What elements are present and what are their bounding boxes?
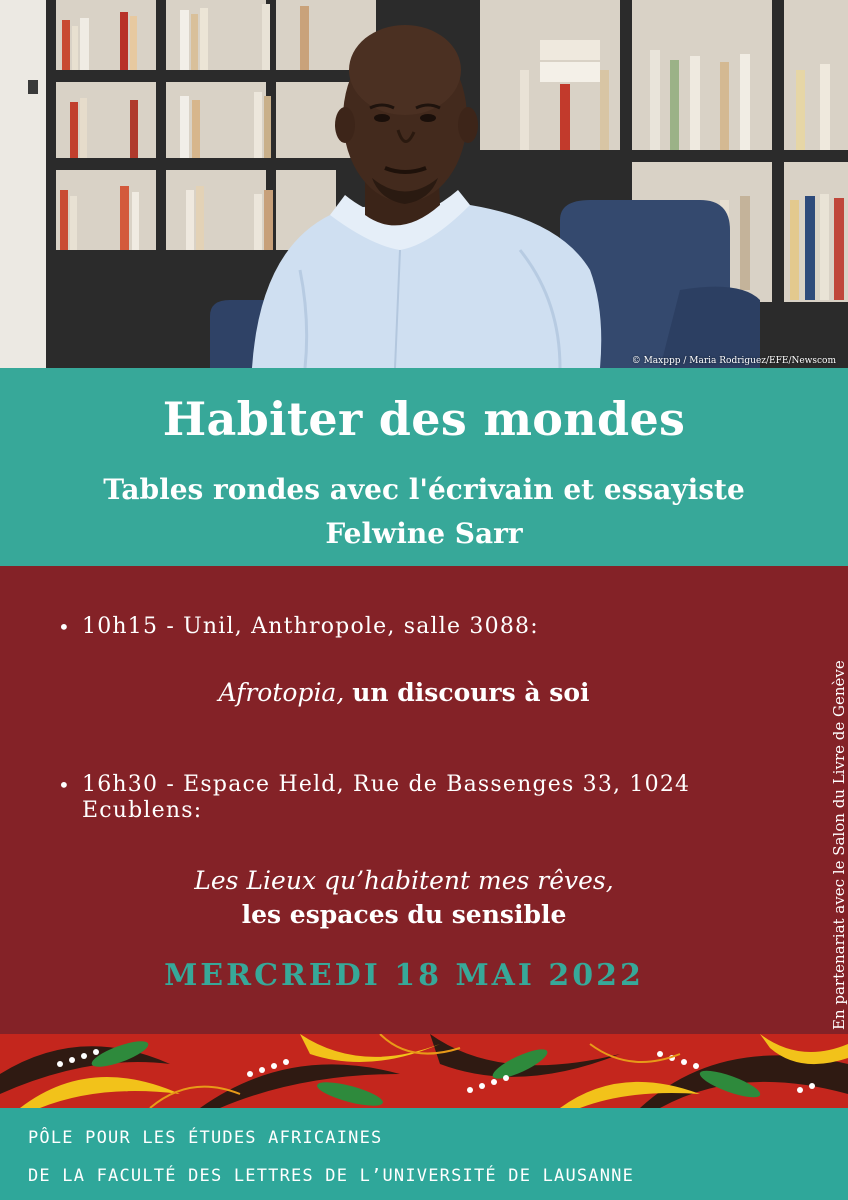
organizer-line-1: PÔLE POUR LES ÉTUDES AFRICAINES: [28, 1128, 383, 1148]
photo-credit: © Maxppp / Maria Rodriguez/EFE/Newscom: [631, 356, 836, 366]
session-1-talk: [0, 676, 808, 710]
organizer-line-2: DE LA FACULTÉ DES LETTRES DE L’UNIVERSITÉ DE LAUSANNE: [28, 1166, 635, 1186]
event-subtitle: [0, 468, 848, 556]
event-date: MERCREDI 18 MAI 2022: [164, 958, 644, 993]
session-2-talk-italic: Les Lieux qu’habitent mes rêves,: [194, 866, 614, 895]
session-1-time-place: 10h15 - Unil, Anthropole, salle 3088:: [82, 614, 539, 639]
event-title: Habiter des mondes: [162, 392, 686, 446]
bullet: •: [58, 615, 71, 639]
session-2-talk: [0, 864, 808, 932]
speaker-name: Felwine Sarr: [325, 517, 523, 550]
session-1-talk-italic: Afrotopia,: [218, 678, 345, 707]
subtitle-line-1: Tables rondes avec l'écrivain et essayiste: [103, 473, 745, 506]
session-1-talk-bold: un discours à soi: [352, 678, 590, 707]
partnership-note: En partenariat avec le Salon du Livre de Genève: [830, 660, 848, 1030]
bullet: •: [58, 773, 71, 797]
header-photo: [0, 0, 848, 368]
portrait-illustration: [0, 0, 848, 368]
session-1: [58, 614, 758, 640]
session-2-talk-bold: les espaces du sensible: [241, 900, 567, 929]
title-band: [0, 368, 848, 566]
footer: [0, 1108, 848, 1200]
session-2-time-place: 16h30 - Espace Held, Rue de Bassenges 33, 1024 Ecublens:: [82, 772, 691, 823]
pattern-illustration: [0, 1034, 848, 1108]
session-2: [58, 772, 758, 824]
wax-print-pattern: [0, 1034, 848, 1108]
program-panel: [0, 566, 848, 1034]
